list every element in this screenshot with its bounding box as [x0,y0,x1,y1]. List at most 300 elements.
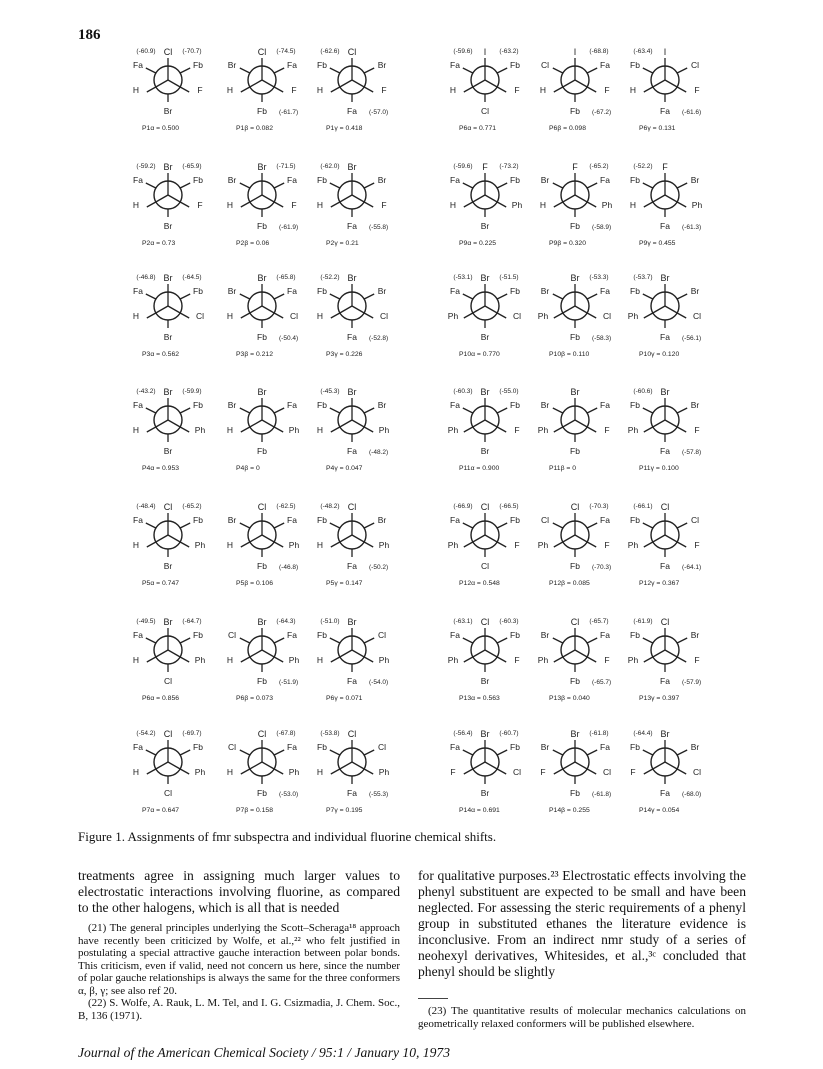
front-bond-lower-left [331,542,340,547]
front-bond [665,195,677,202]
substituent-lower-left: H [539,85,547,95]
substituent-upper-left: Cl [227,742,237,752]
front-bond-lower-left [644,427,653,432]
substituent-lower-left: F [630,767,636,777]
substituent-upper-right: Fa [600,515,610,525]
front-bond [340,535,352,542]
population-label: P4γ = 0.047 [326,465,363,472]
substituent-lower-left: Ph [447,540,459,550]
front-bond-lower-left [554,202,563,207]
front-bond [156,535,168,542]
substituent-upper-left: Fb [630,175,640,185]
front-bond [653,80,665,87]
newman-projection [448,502,520,587]
substituent-upper-right: Fa [600,175,610,185]
chemical-shift-left: (-62.6) [320,48,340,55]
front-bond-lower-left [241,87,250,92]
chemical-shift-bottom: (-70.3) [592,564,612,571]
front-bond [156,80,168,87]
substituent-lower-left: H [226,311,234,321]
newman-projection [628,502,701,587]
substituent-lower-left: Ph [627,540,639,550]
front-bond [250,306,262,313]
front-bond [473,535,485,542]
newman-projection [317,729,390,814]
chemical-shift-right: (-67.8) [276,730,296,737]
chemical-shift-left: (-66.9) [453,503,473,510]
newman-projection [317,273,388,358]
chemical-shift-left: (-52.2) [633,163,653,170]
substituent-upper-right: Br [690,742,700,752]
front-bond-lower-right [180,769,189,774]
rear-bond-upper-left [240,408,250,413]
substituent-upper-left: Br [227,400,237,410]
rear-bond-upper-right [587,183,597,188]
substituent-upper-left: Fa [133,400,143,410]
substituent-upper-left: Fa [450,742,460,752]
rear-bond-upper-left [330,183,340,188]
chemical-shift-bottom: (-51.9) [279,679,299,686]
substituent-bottom: Br [163,221,173,231]
front-bond [563,650,575,657]
substituent-bottom: Br [480,332,490,342]
substituent-upper-left: Fb [317,400,327,410]
substituent-lower-left: H [226,655,234,665]
rear-bond-upper-right [180,294,190,299]
footnote-23: (23) The quantitative results of molecular mechanics calculations on geometrically relaxed conformers will be published elsewhere. [418,1005,746,1030]
front-bond-lower-right [677,427,686,432]
rear-bond-upper-left [643,68,653,73]
substituent-top: Cl [570,502,580,512]
footnote-21: (21) The general principles underlying the Scott–Scheraga¹⁸ approach have recently been criticized by Wolfe, et al.,²² who felt justified in postulating a special attractive gauche interaction between polar bonds. This criticism, even if valid, need not concern us here, since the number of polar gauche relationships is always the same for the three conformers α, β, γ; see also ref 20. [78,922,400,997]
front-bond [352,420,364,427]
population-label: P13γ = 0.397 [639,695,680,702]
front-bond-lower-right [364,769,373,774]
population-label: P2γ = 0.21 [326,240,359,247]
substituent-bottom: Cl [163,788,173,798]
front-bond [168,420,180,427]
left-column [78,868,400,1022]
newman-projection [448,387,520,472]
rear-bond-upper-left [463,638,473,643]
substituent-lower-left: Ph [627,311,639,321]
newman-projection [540,729,611,814]
substituent-lower-left: H [629,200,637,210]
population-label: P12γ = 0.367 [639,580,680,587]
newman-projection [450,47,520,132]
substituent-lower-right: F [514,655,520,665]
substituent-top: Br [347,273,357,283]
rear-bond-upper-left [463,183,473,188]
substituent-upper-right: Fb [510,400,520,410]
substituent-lower-right: Ph [288,655,300,665]
front-bond-lower-right [497,769,506,774]
front-bond [473,306,485,313]
front-bond-lower-left [554,313,563,318]
substituent-top: Br [480,387,490,397]
front-bond [340,306,352,313]
front-bond-lower-left [147,657,156,662]
front-bond [352,762,364,769]
substituent-bottom: Fb [570,788,580,798]
substituent-lower-right: Ph [378,425,390,435]
substituent-top: Cl [347,47,357,57]
substituent-lower-right: Ph [378,767,390,777]
substituent-lower-left: H [316,540,324,550]
substituent-top: Br [660,729,670,739]
substituent-bottom: Br [480,676,490,686]
front-bond [262,195,274,202]
newman-projection [317,387,390,472]
substituent-bottom: Br [163,446,173,456]
substituent-top: Cl [347,729,357,739]
chemical-shift-right: (-68.8) [589,48,609,55]
substituent-upper-right: Fb [193,742,203,752]
population-label: P6γ = 0.131 [639,125,676,132]
substituent-bottom: Fa [660,221,670,231]
front-bond [665,762,677,769]
substituent-lower-left: H [226,540,234,550]
front-bond [168,306,180,313]
rear-bond-upper-right [497,750,507,755]
rear-bond-upper-left [553,408,563,413]
front-bond [340,762,352,769]
chemical-shift-bottom: (-65.7) [592,679,612,686]
population-label: P4α = 0.953 [142,465,179,472]
front-bond-lower-left [464,202,473,207]
substituent-upper-right: Fb [193,286,203,296]
substituent-upper-right: Fb [193,515,203,525]
population-label: P5β = 0.106 [236,580,273,587]
substituent-lower-left: H [226,767,234,777]
front-bond-lower-left [331,769,340,774]
front-bond-lower-right [180,202,189,207]
front-bond-lower-right [274,542,283,547]
front-bond-lower-left [331,427,340,432]
substituent-upper-right: Fa [287,60,297,70]
rear-bond-upper-left [553,750,563,755]
substituent-lower-right: Cl [289,311,299,321]
substituent-upper-right: Fa [600,630,610,640]
substituent-lower-right: F [604,85,610,95]
population-label: P7α = 0.647 [142,807,179,814]
chemical-shift-bottom: (-58.9) [592,224,612,231]
front-bond-lower-left [644,657,653,662]
substituent-lower-left: H [226,425,234,435]
rear-bond-upper-right [587,68,597,73]
substituent-lower-right: F [604,425,610,435]
newman-projection [538,502,611,587]
substituent-upper-left: Fa [450,175,460,185]
substituent-lower-left: Ph [447,425,459,435]
substituent-top: Br [570,387,580,397]
front-bond [473,650,485,657]
substituent-lower-right: Cl [512,767,522,777]
front-bond [250,650,262,657]
substituent-lower-right: Ph [194,425,206,435]
rear-bond-upper-right [677,294,687,299]
front-bond-lower-left [464,313,473,318]
substituent-top: I [663,47,667,57]
front-bond [168,535,180,542]
substituent-upper-left: Br [227,60,237,70]
rear-bond-upper-right [587,523,597,528]
front-bond-lower-right [364,202,373,207]
page-number: 186 [78,27,101,43]
newman-projection [227,162,298,247]
front-bond [168,195,180,202]
front-bond [563,762,575,769]
substituent-lower-left: H [132,425,140,435]
rear-bond-upper-right [677,408,687,413]
rear-bond-upper-left [330,408,340,413]
substituent-top: Br [347,162,357,172]
substituent-lower-right: F [694,540,700,550]
rear-bond-upper-left [553,183,563,188]
front-bond [485,650,497,657]
front-bond [575,80,587,87]
chemical-shift-left: (-56.4) [453,730,473,737]
substituent-lower-left: F [540,767,546,777]
population-label: P6β = 0.073 [236,695,273,702]
rear-bond-upper-left [146,183,156,188]
chemical-shift-left: (-60.3) [453,388,473,395]
substituent-upper-right: Br [690,400,700,410]
substituent-bottom: Fa [660,332,670,342]
substituent-upper-right: Fb [510,742,520,752]
substituent-upper-right: Fa [287,286,297,296]
population-label: P7β = 0.158 [236,807,273,814]
substituent-bottom: Fa [347,446,357,456]
substituent-upper-left: Cl [227,630,237,640]
population-label: P6γ = 0.071 [326,695,363,702]
substituent-upper-right: Br [377,175,387,185]
substituent-top: Br [570,729,580,739]
substituent-lower-left: Ph [447,655,459,665]
substituent-top: I [483,47,487,57]
substituent-upper-left: Fb [317,60,327,70]
substituent-bottom: Fb [570,561,580,571]
front-bond [485,195,497,202]
front-bond-lower-left [147,427,156,432]
chemical-shift-left: (-49.5) [136,618,156,625]
population-label: P11γ = 0.100 [639,465,679,472]
front-bond [485,420,497,427]
front-bond [352,195,364,202]
rear-bond-upper-right [677,523,687,528]
substituent-lower-right: Ph [601,200,613,210]
substituent-upper-left: Fa [133,630,143,640]
population-label: P9γ = 0.455 [639,240,676,247]
rear-bond-upper-left [240,68,250,73]
substituent-upper-left: Fb [317,515,327,525]
chemical-shift-bottom: (-50.4) [279,335,299,342]
front-bond-lower-right [677,657,686,662]
rear-bond-upper-left [146,294,156,299]
rear-bond-upper-right [364,408,374,413]
substituent-bottom: Fb [570,676,580,686]
newman-projection [630,47,701,132]
front-bond-lower-left [464,427,473,432]
chemical-shift-left: (-59.6) [453,48,473,55]
substituent-bottom: Br [163,106,173,116]
substituent-upper-left: Fb [317,286,327,296]
rear-bond-upper-right [274,294,284,299]
front-bond [665,535,677,542]
newman-projection [133,729,206,814]
substituent-top: Br [163,387,173,397]
chemical-shift-left: (-54.2) [136,730,156,737]
population-label: P14α = 0.691 [459,807,500,814]
front-bond [250,535,262,542]
substituent-upper-left: Fb [630,60,640,70]
front-bond-lower-right [497,657,506,662]
substituent-lower-left: H [132,540,140,550]
front-bond-lower-left [554,657,563,662]
substituent-upper-left: Br [227,515,237,525]
front-bond [340,420,352,427]
substituent-bottom: Br [480,788,490,798]
front-bond-lower-left [644,87,653,92]
front-bond-lower-left [241,427,250,432]
substituent-bottom: Fa [660,446,670,456]
rear-bond-upper-left [463,294,473,299]
chemical-shift-left: (-45.3) [320,388,340,395]
substituent-upper-right: Br [690,286,700,296]
substituent-upper-right: Fa [287,400,297,410]
rear-bond-upper-left [146,408,156,413]
front-bond [473,195,485,202]
substituent-upper-right: Fb [193,630,203,640]
population-label: P3β = 0.212 [236,351,273,358]
substituent-upper-left: Br [227,286,237,296]
rear-bond-upper-left [463,408,473,413]
substituent-upper-left: Cl [540,515,550,525]
substituent-top: Br [257,273,267,283]
population-label: P1γ = 0.418 [326,125,363,132]
chemical-shift-bottom: (-64.1) [682,564,702,571]
substituent-top: Cl [163,729,173,739]
substituent-lower-right: Ph [511,200,523,210]
substituent-lower-right: F [514,85,520,95]
rear-bond-upper-right [274,750,284,755]
chemical-shift-bottom: (-67.2) [592,109,612,116]
substituent-upper-right: Cl [377,630,387,640]
substituent-upper-left: Fb [630,630,640,640]
front-bond [168,80,180,87]
rear-bond-upper-left [146,523,156,528]
rear-bond-upper-right [180,523,190,528]
newman-projection [630,729,701,814]
chemical-shift-right: (-71.5) [276,163,296,170]
population-label: P1β = 0.082 [236,125,273,132]
substituent-upper-right: Fa [600,60,610,70]
substituent-bottom: Fb [257,788,267,798]
chemical-shift-right: (-64.7) [182,618,202,625]
substituent-lower-left: F [450,767,456,777]
substituent-lower-right: F [514,425,520,435]
chemical-shift-right: (-63.2) [499,48,519,55]
substituent-upper-left: Fa [133,175,143,185]
substituent-lower-left: Ph [447,311,459,321]
substituent-lower-left: Ph [627,655,639,665]
rear-bond-upper-right [497,408,507,413]
substituent-upper-right: Br [377,60,387,70]
front-bond [563,306,575,313]
front-bond-lower-right [274,202,283,207]
substituent-bottom: Fb [570,221,580,231]
substituent-lower-right: Cl [379,311,389,321]
substituent-lower-right: Cl [692,767,702,777]
front-bond [250,762,262,769]
substituent-top: Br [660,387,670,397]
front-bond-lower-left [241,657,250,662]
front-bond [563,420,575,427]
chemical-shift-right: (-70.7) [182,48,202,55]
substituent-lower-left: H [316,200,324,210]
chemical-shift-bottom: (-55.8) [369,224,389,231]
substituent-top: Cl [570,617,580,627]
rear-bond-upper-right [274,638,284,643]
front-bond [156,306,168,313]
substituent-top: Br [257,162,267,172]
rear-bond-upper-right [180,750,190,755]
chemical-shift-right: (-65.2) [589,163,609,170]
front-bond-lower-right [677,542,686,547]
chemical-shift-right: (-65.9) [182,163,202,170]
substituent-upper-right: Cl [690,60,700,70]
front-bond [563,80,575,87]
front-bond [352,535,364,542]
chemical-shift-right: (-55.0) [499,388,519,395]
rear-bond-upper-left [240,638,250,643]
rear-bond-upper-left [643,408,653,413]
substituent-upper-right: Fa [600,742,610,752]
front-bond [473,420,485,427]
newman-projection [133,387,206,472]
substituent-bottom: Fa [660,676,670,686]
substituent-top: F [572,162,578,172]
substituent-bottom: Cl [480,561,490,571]
front-bond [485,762,497,769]
newman-projection [317,47,388,132]
substituent-upper-left: Cl [540,60,550,70]
front-bond [156,762,168,769]
front-bond [653,535,665,542]
substituent-upper-left: Fa [450,515,460,525]
population-label: P3α = 0.562 [142,351,179,358]
substituent-lower-left: H [449,200,457,210]
population-label: P9α = 0.225 [459,240,496,247]
front-bond-lower-right [587,769,596,774]
front-bond-lower-left [644,313,653,318]
front-bond-lower-left [644,542,653,547]
substituent-bottom: Fa [347,561,357,571]
front-bond [262,306,274,313]
substituent-top: I [573,47,577,57]
rear-bond-upper-right [587,294,597,299]
front-bond [262,420,274,427]
chemical-shift-bottom: (-57.8) [682,449,702,456]
substituent-lower-left: Ph [537,655,549,665]
newman-projection [540,47,611,132]
substituent-top: Cl [163,47,173,57]
rear-bond-upper-right [364,638,374,643]
substituent-bottom: Fb [257,561,267,571]
rear-bond-upper-right [497,523,507,528]
rear-bond-upper-right [274,408,284,413]
chemical-shift-right: (-65.2) [182,503,202,510]
